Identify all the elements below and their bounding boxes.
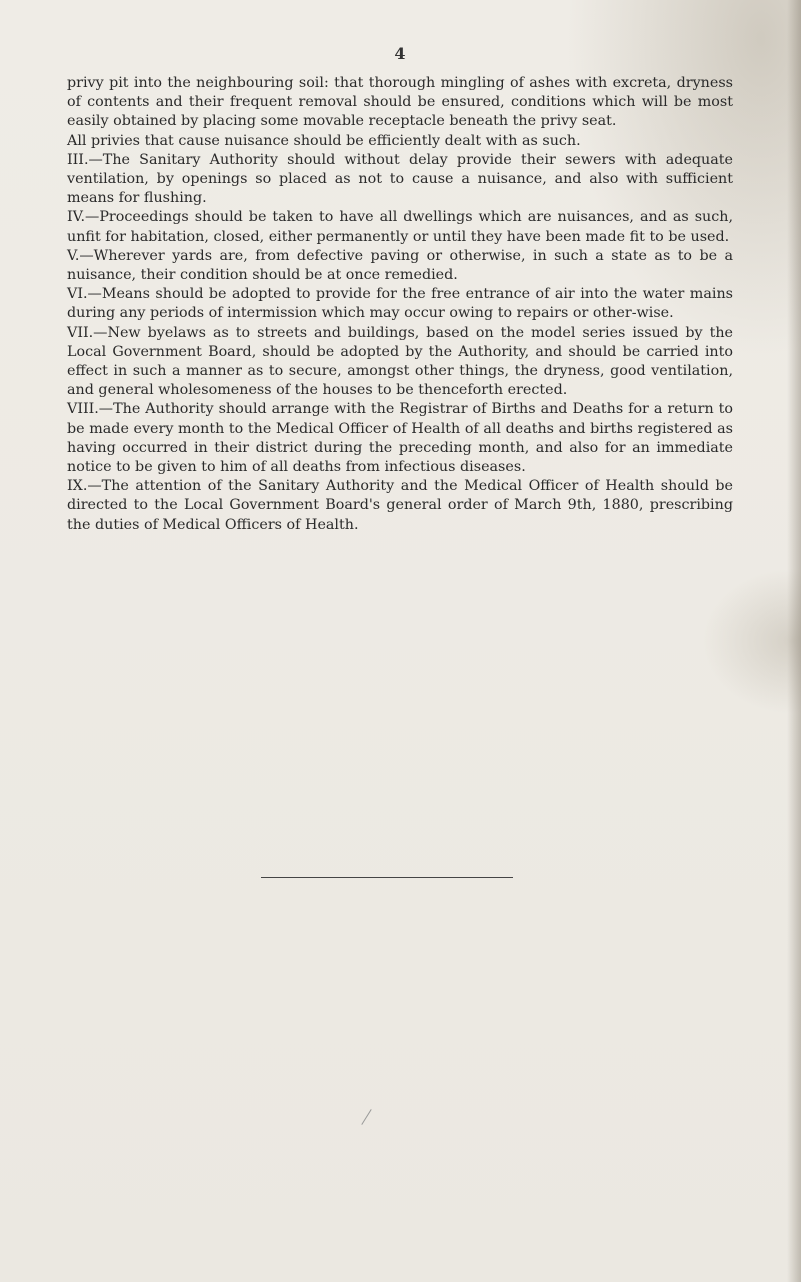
paragraph-iii: III.—The Sanitary Authority should without delay provide their sewers with adequate ventilation, by openings so placed as not to cause a nuisance, and also with sufficient means for flushing. xyxy=(67,151,733,207)
paragraph-ix: IX.—The attention of the Sanitary Authority and the Medical Officer of Health should be directed to the Local Government Board's general order of March 9th, 1880, prescribing the duties of Medical Officers of Health. xyxy=(67,478,733,533)
section-divider-rule xyxy=(261,877,513,878)
paragraph-continuation: privy pit into the neighbouring soil: that thorough mingling of ashes with excreta, dryness of contents and their frequent removal should be ensured, conditions which will be most easily obtained by placing some movable receptacle beneath the privy seat. xyxy=(67,75,733,130)
paragraph-iv: IV.—Proceedings should be taken to have all dwellings which are nuisances, and as such, unfit for habitation, closed, either permanently or until they have been made fit to be used. xyxy=(67,209,733,245)
paragraph-privies: All privies that cause nuisance should be efficiently dealt with as such. xyxy=(67,132,581,149)
stray-pencil-mark xyxy=(361,1109,371,1125)
page-number: 4 xyxy=(394,44,406,63)
paragraph-vi: VI.—Means should be adopted to provide for the free entrance of air into the water mains during any periods of intermission which may occur owing to repairs or other-wise. xyxy=(67,286,733,322)
paragraph-v: V.—Wherever yards are, from defective paving or otherwise, in such a state as to be a nuisance, their condition should be at once remedied. xyxy=(67,247,733,284)
page-edge-shadow xyxy=(787,0,801,1282)
paragraph-viii: VIII.—The Authority should arrange with the Registrar of Births and Deaths for a return to be made every month to the Medical Officer of Health of all deaths and births registered as having occurred in their district during the preceding month, and also for an immediate notice to be given to him of all deaths from infectious diseases. xyxy=(67,401,733,476)
paragraph-vii: VII.—New byelaws as to streets and buildings, based on the model series issued by the Local Government Board, should be adopted by the Authority, and should be carried into effect in such a manner as to secure, amongst other things, the dryness, good ventilation, and general wholesomeness of the houses to be thenceforth erected. xyxy=(67,324,733,399)
body-text xyxy=(67,74,733,535)
